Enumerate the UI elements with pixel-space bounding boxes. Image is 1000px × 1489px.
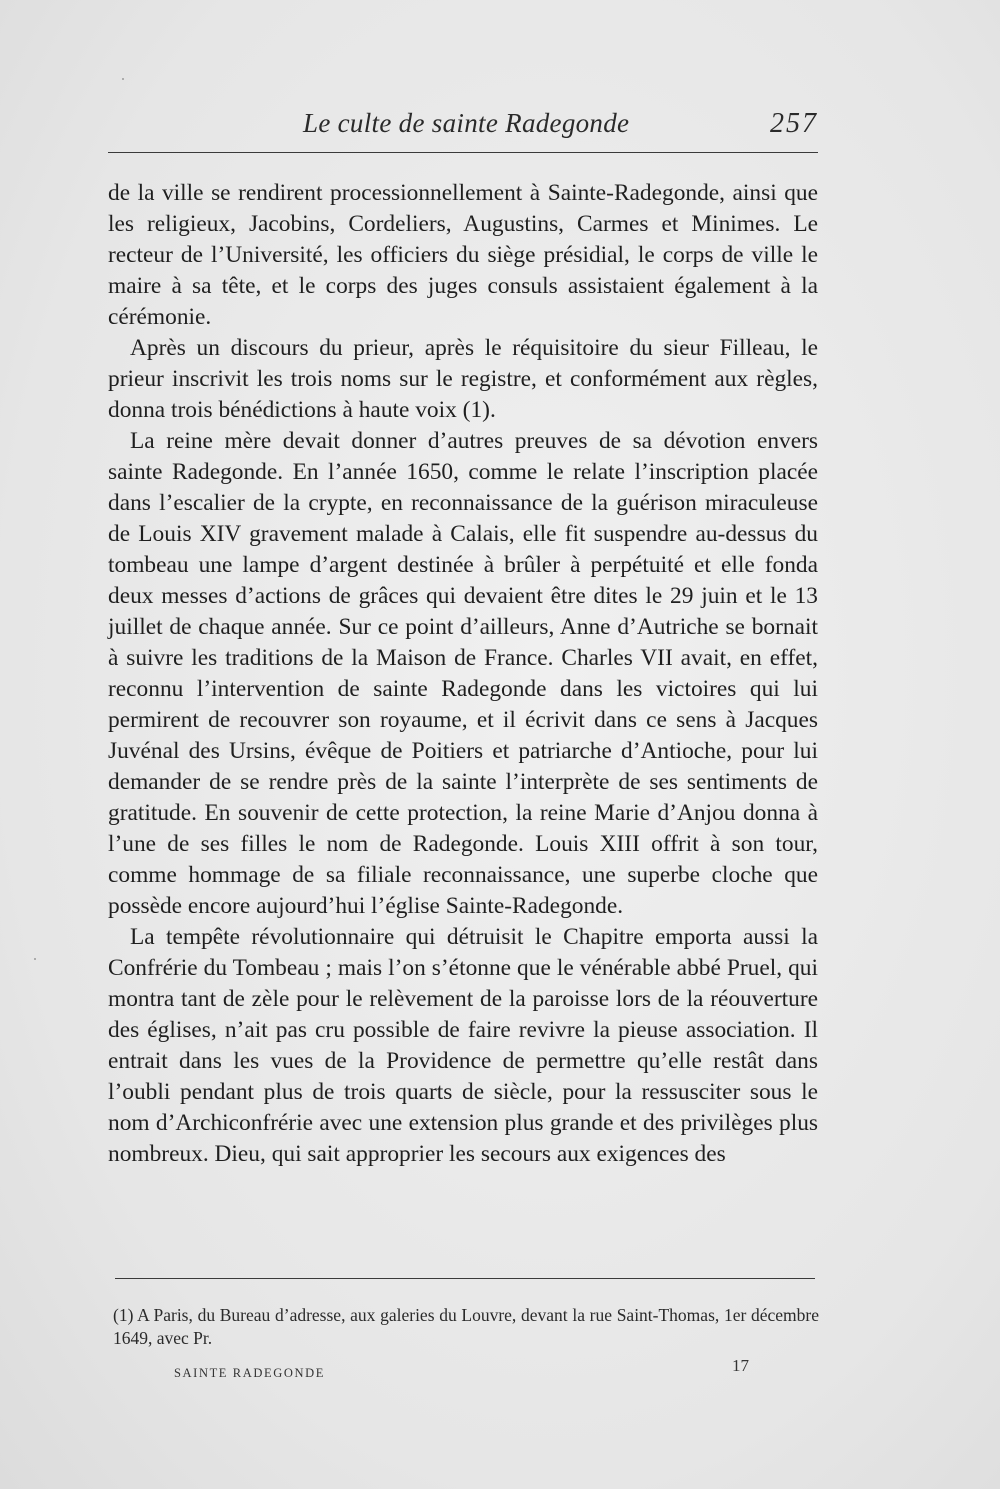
signature-number: 17 [732,1356,749,1375]
page-number: 257 [770,108,818,139]
paragraph: La tempête révolutionnaire qui détruisit le Chapitre emporta aussi la Confrérie du Tombeau ; mais l’on s’étonne que le vénérable abbé Pruel, qui montra tant de zèle pour le relèvement de la paroisse lors de la réouverture des églises, n’ait pas cru possible de faire revivre la pieuse association. Il entrait dans les vues de la Providence de permettre qu’elle restât dans l’oubli pendant plus de trois quarts de siècle, pour la ressusciter sous le nom d’Archiconfrérie avec une extension plus grande et des privilèges plus nombreux. Dieu, qui sait approprier les secours aux exigences des [108,924,818,1167]
paragraph-continued: de la ville se rendirent processionnellement à Sainte-Radegonde, ainsi que les religieux, Jacobins, Cordeliers, Augustins, Carmes et Minimes. Le recteur de l’Université, les officiers du siège présidial, le corps de ville le maire à sa tête, et le corps des juges consuls assistaient également à la cérémonie. [108,180,818,330]
running-title: Le culte de sainte Radegonde [303,108,630,138]
page-header [108,104,818,144]
footnote-rule [115,1278,815,1279]
paper-speck [34,958,36,960]
paragraph: Après un discours du prieur, après le réquisitoire du sieur Filleau, le prieur inscrivit les trois noms sur le registre, et conformément aux règles, donna trois bénédictions à haute voix (1). [108,335,818,423]
signature-label: SAINTE RADEGONDE [174,1366,325,1380]
footnote: (1) A Paris, du Bureau d’adresse, aux galeries du Louvre, devant la rue Saint-Thomas, 1er décembre 1649, avec Pr. [113,1305,819,1348]
body-text [108,178,818,1170]
paragraph: La reine mère devait donner d’autres preuves de sa dévotion envers sainte Radegonde. En l’année 1650, comme le relate l’inscription placée dans l’escalier de la crypte, en reconnaissance de la guérison miraculeuse de Louis XIV gravement malade à Calais, elle fit suspendre au-dessus du tombeau une lampe d’argent destinée à brûler à perpétuité et elle fonda deux messes d’actions de grâces qui devaient être dites le 29 juin et le 13 juillet de chaque année. Sur ce point d’ailleurs, Anne d’Autriche se bornait à suivre les traditions de la Maison de France. Charles VII avait, en effet, reconnu l’intervention de sainte Radegonde dans les victoires qui lui permirent de recouvrer son royaume, et il écrivit dans ce sens à Jacques Juvénal des Ursins, évêque de Poitiers et patriarche d’Antioche, pour lui demander de se rendre près de la sainte l’interprète de ses sentiments de gratitude. En souvenir de cette protection, la reine Marie d’Anjou donna à l’une de ses filles le nom de Radegonde. Louis XIII offrit à son tour, comme hommage de sa filiale reconnaissance, une superbe cloche que possède encore aujourd’hui l’église Sainte-Radegonde. [108,428,818,919]
paper-speck [122,78,124,80]
header-rule [108,152,818,153]
